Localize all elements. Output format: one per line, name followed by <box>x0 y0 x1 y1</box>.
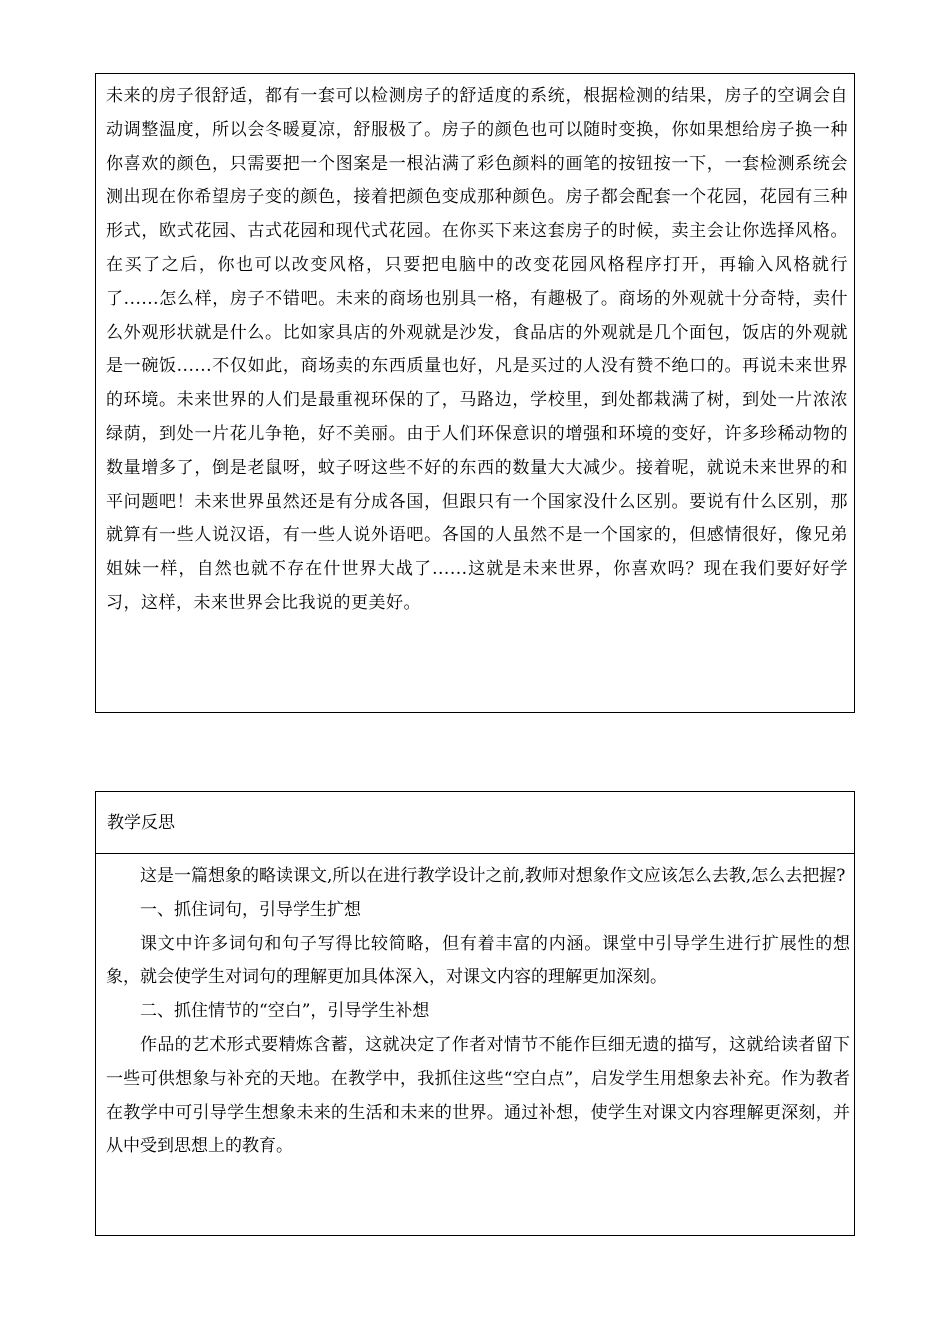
reflection-paragraph-intro: 这是一篇想象的略读课文,所以在进行教学设计之前,教师对想象作文应该怎么去教,怎么去把握? <box>140 866 846 886</box>
essay-table-cell <box>95 73 855 713</box>
reflection-body <box>106 860 850 1164</box>
reflection-header-row <box>96 792 854 854</box>
reflection-point-2-heading: 二、抓住情节的“空白”，引导学生补想 <box>140 1001 430 1022</box>
reflection-point-1-heading: 一、抓住词句，引导学生扩想 <box>140 899 361 920</box>
reflection-table <box>95 791 855 1236</box>
essay-text: 未来的房子很舒适，都有一套可以检测房子的舒适度的系统，根据检测的结果，房子的空调会自动调整温度，所以会冬暖夏凉，舒服极了。房子的颜色也可以随时变换，你如果想给房子换一种你喜欢的颜色，只需要把一个图案是一根沾满了彩色颜料的画笔的按钮按一下，一套检测系统会测出现在你希望房子变的颜色，接着把颜色变成那种颜色。房子都会配套一个花园，花园有三种形式，欧式花园、古式花园和现代式花园。在你买下来这套房子的时候，卖主会让你选择风格。在买了之后，你也可以改变风格，只要把电脑中的改变花园风格程序打开，再输入风格就行了......怎么样，房子不错吧。未来的商场也别具一格，有趣极了。商场的外观就十分奇特，卖什么外观形状就是什么。比如家具店的外观就是沙发，食品店的外观就是几个面包，饭店的外观就是一碗饭......不仅如此，商场卖的东西质量也好，凡是买过的人没有赞不绝口的。再说未来世界的环境。未来世界的人们是最重视环保的了，马路边，学校里，到处都栽满了树，到处一片浓浓绿荫，到处一片花儿争艳，好不美丽。由于人们环保意识的增强和环境的变好，许多珍稀动物的数量增多了，倒是老鼠呀，蚊子呀这些不好的东西的数量大大减少。接着呢，就说未来世界的和平问题吧！未来世界虽然还是有分成各国，但跟只有一个国家没什么区别。要说有什么区别，那就算有一些人说汉语，有一些人说外语吧。各国的人虽然不是一个国家的，但感情很好，像兄弟姐妹一样，自然也就不存在什世界大战了......这就是未来世界，你喜欢吗？现在我们要好好学习，这样，未来世界会比我说的更美好。 <box>106 86 848 613</box>
reflection-point-2-text: 作品的艺术形式要精炼含蓄，这就决定了作者对情节不能作巨细无遗的描写，这就给读者留下一些可供想象与补充的天地。在教学中，我抓住这些“空白点”，启发学生用想象去补充。作为教者在教学中可引导学生想象未来的生活和未来的世界。通过补想，使学生对课文内容理解更深刻，并从中受到思想上的教育。 <box>106 1034 850 1157</box>
reflection-point-1-text: 课文中许多词句和句子写得比较简略，但有着丰富的内涵。课堂中引导学生进行扩展性的想象，就会使学生对词句的理解更加具体深入，对课文内容的理解更加深刻。 <box>106 933 850 988</box>
reflection-heading: 教学反思 <box>107 813 175 833</box>
